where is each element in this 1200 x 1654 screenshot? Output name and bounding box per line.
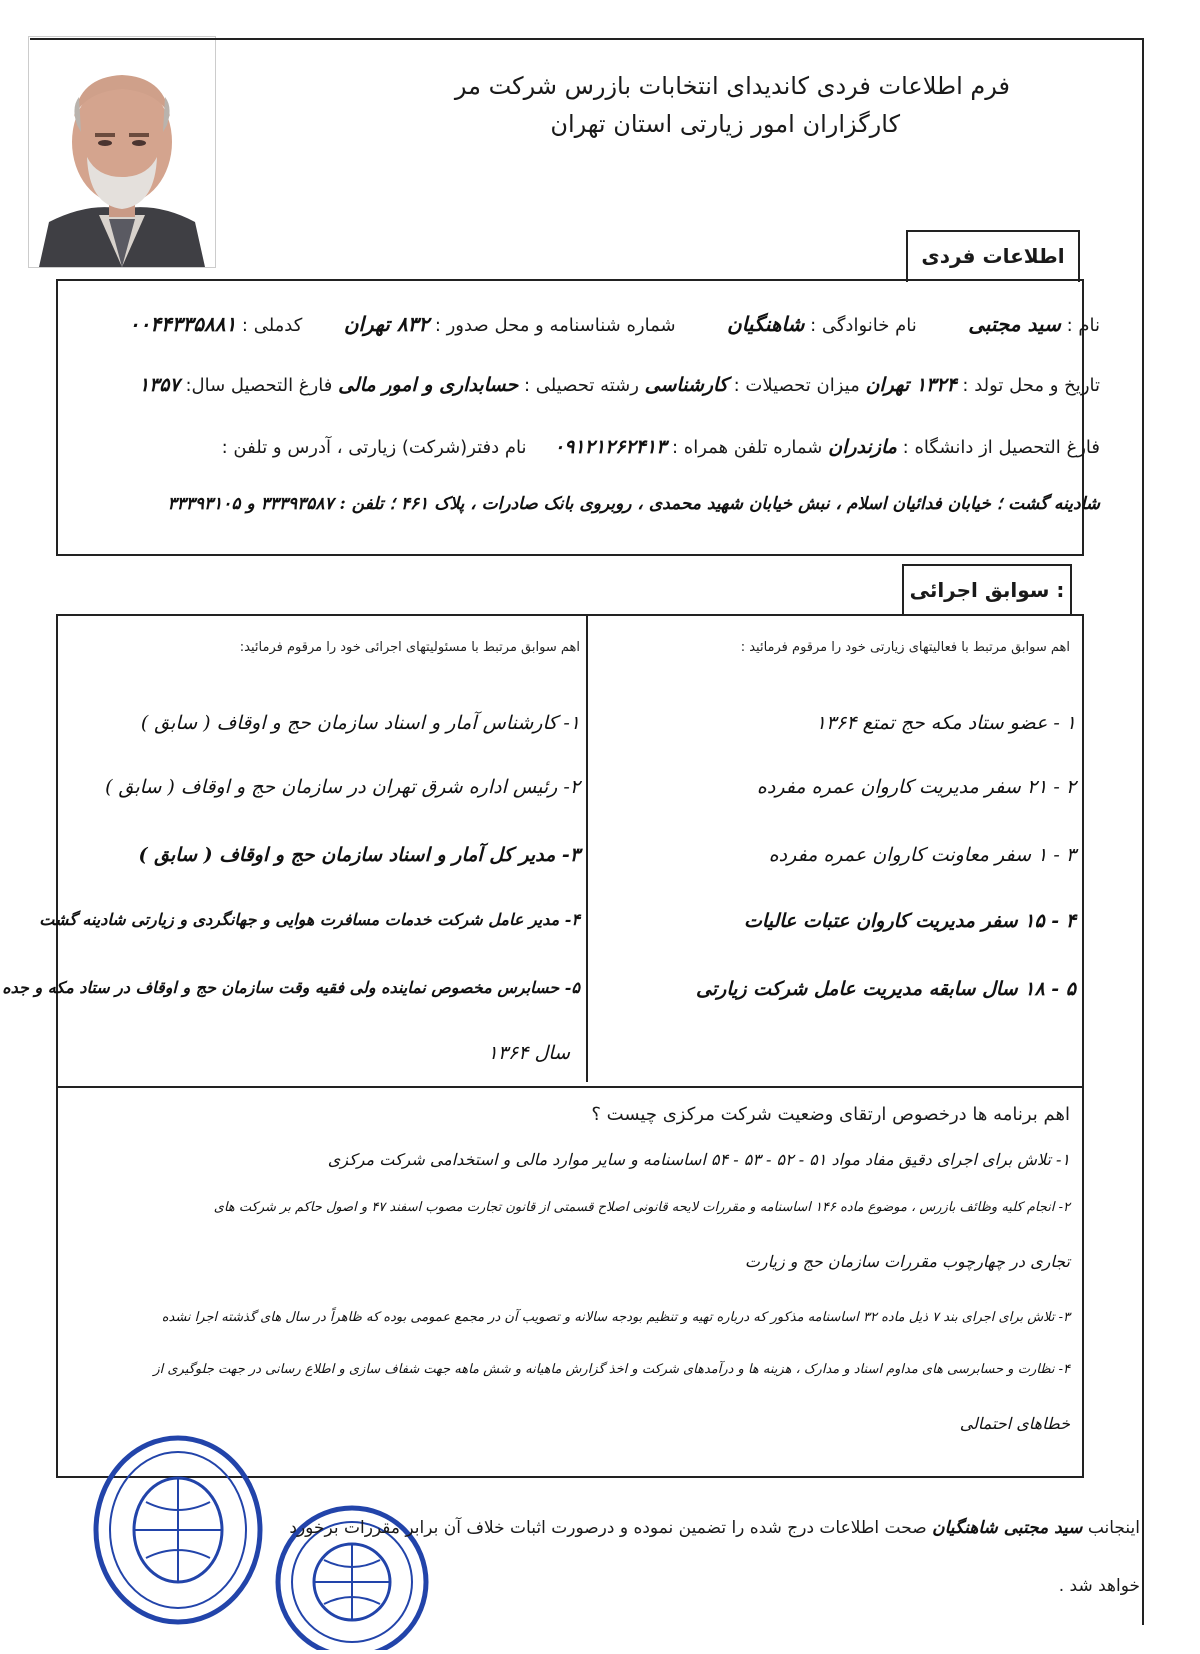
program-line-1: ۱- تلاش برای اجرای دقیق مفاد مواد ۵۱ - ۵۲ - ۵۳ - ۵۴ اساسنامه و سایر موارد مالی و استخدامی شرکت مرکزی [327, 1150, 1070, 1169]
programs-question: اهم برنامه ها درخصوص ارتقای وضعیت شرکت مرکزی چیست ؟ [591, 1104, 1070, 1125]
right-item-4: ۴ - ۱۵ سفر مدیریت کاروان عتبات عالیات [744, 910, 1076, 932]
right-column-header: اهم سوابق مرتبط با فعالیتهای زیارتی خود را مرقوم فرمائید : [740, 640, 1070, 655]
family-label: نام خانوادگی : [810, 315, 917, 336]
program-line-4-cont: خطاهای احتمالی [959, 1414, 1070, 1433]
national-code-value: ۰۰۴۴۳۳۵۸۸۱ [128, 312, 237, 336]
programs-box [56, 1084, 1084, 1478]
personal-row-2 [90, 374, 1100, 396]
personal-row-1 [100, 312, 1100, 336]
form-title-line2: کارگزاران امور زیارتی استان تهران [550, 110, 900, 138]
right-item-3: ۳ - ۱ سفر معاونت کاروان عمره مفرده [768, 844, 1076, 866]
field-value: حسابداری و امور مالی [338, 374, 519, 396]
id-value: ۸۳۲ تهران [343, 312, 430, 336]
office-label: نام دفتر(شرکت) زیارتی ، آدرس و تلفن : [221, 437, 527, 458]
program-line-2-cont: تجاری در چهارچوب مقررات سازمان حج و زیارت [744, 1252, 1070, 1271]
left-item-3: ۳- مدیر کل آمار و اسناد سازمان حج و اوقاف ( سابق ) [138, 844, 580, 866]
birth-label: تاریخ و محل تولد : [962, 375, 1100, 396]
mobile-label: شماره تلفن همراه : [672, 437, 823, 458]
name-value: سید مجتبی [968, 312, 1061, 336]
personal-section-title: اطلاعات فردی [906, 230, 1080, 282]
edu-level-value: کارشناسی [644, 374, 728, 396]
left-item-4: ۴- مدیر عامل شرکت خدمات مسافرت هوایی و جهانگردی و زیارتی شادینه گشت [39, 910, 580, 929]
declarant-name: سید مجتبی شاهنگیان [932, 1518, 1083, 1538]
university-label: فارغ التحصیل از دانشگاه : [902, 437, 1100, 458]
right-item-1: ۱ - عضو ستاد مکه حج تمتع ۱۳۶۴ [815, 712, 1076, 734]
left-item-5-cont: سال ۱۳۶۴ [487, 1042, 570, 1064]
mobile-value: ۰۹۱۲۱۲۶۲۴۱۳ [554, 436, 667, 458]
grad-year-label: فارغ التحصیل سال: [185, 375, 333, 396]
program-line-2: ۲- انجام کلیه وظائف بازرس ، موضوع ماده ۱۴۶ اساسنامه و مقررات لایحه قانونی اصلاح قسمتی از قانون تجارت مصوب اسفند ۴۷ و اصول حاکم بر شرکت های [213, 1200, 1070, 1215]
form-title-line1: فرم اطلاعات فردی کاندیدای انتخابات بازرس شرکت مر [454, 72, 1010, 100]
official-stamp-right [272, 1492, 432, 1650]
family-value: شاهنگیان [727, 312, 805, 336]
id-label: شماره شناسنامه و محل صدور : [434, 315, 676, 336]
experience-column-divider [586, 616, 588, 1082]
official-stamp-left [88, 1430, 268, 1630]
left-item-2: ۲- رئیس اداره شرق تهران در سازمان حج و اوقاف ( سابق ) [105, 776, 580, 798]
left-column-header: اهم سوابق مرتبط با مسئولیتهای اجرائی خود را مرقوم فرمائید: [239, 640, 580, 655]
experience-section-title: سوابق اجرائی : [902, 564, 1072, 616]
right-item-2: ۲ - ۲۱ سفر مدیریت کاروان عمره مفرده [756, 776, 1076, 798]
left-item-1: ۱- کارشناس آمار و اسناد سازمان حج و اوقاف ( سابق ) [140, 712, 580, 734]
field-label: رشته تحصیلی : [523, 375, 639, 396]
left-item-5: ۵- حسابرس مخصوص نماینده ولی فقیه وقت سازمان حج و اوقاف در ستاد مکه و جده [2, 978, 580, 997]
program-line-3: ۳- تلاش برای اجرای بند ۷ ذیل ماده ۳۲ اساسنامه مذکور که درباره تهیه و تنظیم بودجه سالانه و تصویب آن در مجمع عمومی بوده که ظاهراً در سال های گذشته اجرا نشده [161, 1310, 1070, 1325]
declaration-line-2: خواهد شد . [1058, 1576, 1140, 1596]
declaration-prefix: اینجانب [1087, 1518, 1140, 1538]
name-label: نام : [1066, 315, 1100, 336]
declaration-text: صحت اطلاعات درج شده را تضمین نموده و درصورت اثبات خلاف آن برابر مقررات برخورد [289, 1518, 927, 1538]
address-value: شادینه گشت ؛ خیابان فدائیان اسلام ، نبش خیابان شهید محمدی ، روبروی بانک صادرات ، پلاک ۴۶۱ ؛ تلفن : ۳۳۳۹۳۵۸۷ و ۳۳۳۹۳۱۰۵ [167, 494, 1100, 514]
national-code-label: کدملی : [241, 315, 303, 336]
right-item-5: ۵ - ۱۸ سال سابقه مدیریت عامل شرکت زیارتی [696, 978, 1076, 1000]
university-value: مازندران [828, 436, 897, 458]
edu-level-label: میزان تحصیلات : [733, 375, 860, 396]
grad-year-value: ۱۳۵۷ [138, 374, 180, 396]
birth-value: ۱۳۲۴ تهران [865, 374, 957, 396]
personal-row-3 [90, 436, 1100, 458]
declaration-line-1 [289, 1518, 1140, 1538]
program-line-4: ۴- نظارت و حسابرسی های مداوم اسناد و مدارک ، هزینه ها و درآمدهای شرکت و اخذ گزارش ماهیانه و شش ماهه جهت شفاف سازی و اطلاع رسانی در جهت جلوگیری از [153, 1362, 1070, 1377]
